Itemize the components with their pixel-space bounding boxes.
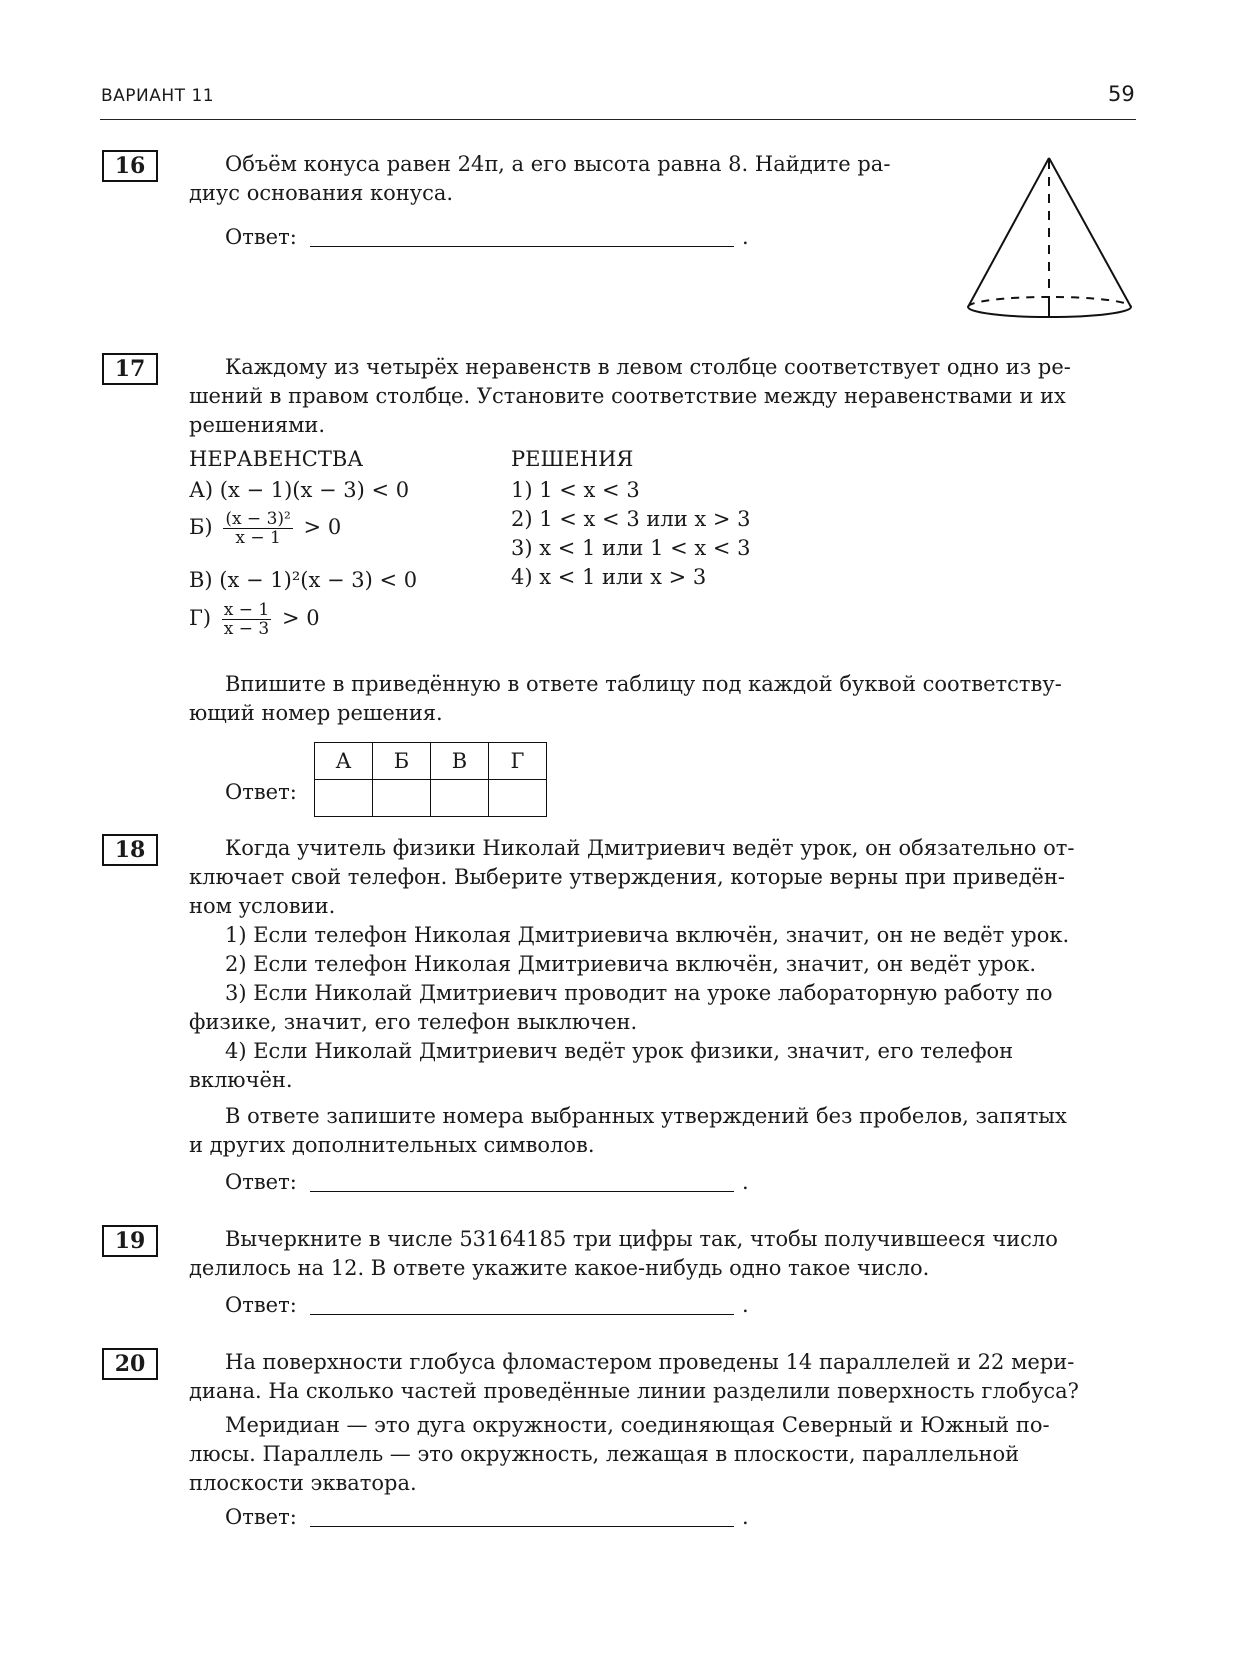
answer-label-19: Ответ: <box>225 1293 297 1317</box>
task16-line2: диус основания конуса. <box>189 181 454 205</box>
task19-line1: Вычеркните в числе 53164185 три цифры так, чтобы получившееся число <box>225 1227 1058 1251</box>
task18-line3: ном условии. <box>189 894 336 918</box>
task-number-19: 19 <box>102 1225 158 1257</box>
answer-label-17: Ответ: <box>225 780 297 804</box>
inequality-a: А) (x − 1)(x − 3) < 0 <box>189 478 410 502</box>
answer-table-input-row <box>315 780 547 817</box>
inequality-b-denominator: x − 1 <box>235 528 281 548</box>
solutions-title: РЕШЕНИЯ <box>511 447 634 471</box>
task-number-20: 20 <box>102 1348 158 1380</box>
task20-line5: плоскости экватора. <box>189 1471 417 1495</box>
solution-4: 4) x < 1 или x > 3 <box>511 565 707 589</box>
answer-label-18: Ответ: <box>225 1170 297 1194</box>
task19-line2: делилось на 12. В ответе укажите какое-нибудь одно такое число. <box>189 1256 930 1280</box>
task17-instr1: Впишите в приведённую в ответе таблицу под каждой буквой соответству- <box>225 672 1062 696</box>
answer-cell-g[interactable] <box>489 780 547 817</box>
task18-instr2: и других дополнительных символов. <box>189 1133 595 1157</box>
statement-1: 1) Если телефон Николая Дмитриевича включён, значит, он не ведёт урок. <box>225 923 1070 947</box>
variant-header: ВАРИАНТ 11 <box>101 86 215 106</box>
statement-2: 2) Если телефон Николая Дмитриевича включён, значит, он ведёт урок. <box>225 952 1037 976</box>
answer-table-header: Г <box>489 743 547 780</box>
inequality-g-numerator: x − 1 <box>223 600 270 620</box>
inequality-g <box>189 601 320 638</box>
task18-line1: Когда учитель физики Николай Дмитриевич ведёт урок, он обязательно от- <box>225 836 1075 860</box>
task-number-17: 17 <box>102 353 158 385</box>
solution-1: 1) 1 < x < 3 <box>511 478 640 502</box>
answer-dot-18: . <box>742 1170 749 1194</box>
task20-line4: люсы. Параллель — это окружность, лежащая в плоскости, параллельной <box>189 1442 1020 1466</box>
task-number-16: 16 <box>102 150 158 182</box>
statement-3a: 3) Если Николай Дмитриевич проводит на уроке лабораторную работу по <box>225 981 1053 1005</box>
header-rule <box>100 119 1136 120</box>
task17-line2: шений в правом столбце. Установите соответствие между неравенствами и их <box>189 384 1066 408</box>
solution-3: 3) x < 1 или 1 < x < 3 <box>511 536 751 560</box>
answer-line-19[interactable] <box>310 1314 734 1315</box>
inequality-g-rhs: > 0 <box>281 606 320 630</box>
page-number: 59 <box>1108 82 1135 106</box>
inequality-g-fraction <box>222 601 271 638</box>
answer-table-header: Б <box>373 743 431 780</box>
task17-line3: решениями. <box>189 413 326 437</box>
answer-cell-v[interactable] <box>431 780 489 817</box>
task20-line1: На поверхности глобуса фломастером проведены 14 параллелей и 22 мери- <box>225 1350 1075 1374</box>
cone-figure <box>960 150 1140 325</box>
inequality-b <box>189 510 341 547</box>
task16-line1: Объём конуса равен 24π, а его высота равна 8. Найдите ра- <box>225 152 891 176</box>
inequality-b-fraction <box>223 510 293 547</box>
answer-dot-16: . <box>742 225 749 249</box>
task18-line2: ключает свой телефон. Выберите утверждения, которые верны при приведён- <box>189 865 1065 889</box>
answer-label-16: Ответ: <box>225 225 297 249</box>
inequality-b-label: Б) <box>189 515 213 539</box>
statement-4b: включён. <box>189 1068 293 1092</box>
task20-line2: диана. На сколько частей проведённые линии разделили поверхность глобуса? <box>189 1379 1079 1403</box>
statement-3b: физике, значит, его телефон выключен. <box>189 1010 638 1034</box>
inequality-g-label: Г) <box>189 606 212 630</box>
solution-2: 2) 1 < x < 3 или x > 3 <box>511 507 751 531</box>
task17-line1: Каждому из четырёх неравенств в левом столбце соответствует одно из ре- <box>225 355 1071 379</box>
task18-instr1: В ответе запишите номера выбранных утверждений без пробелов, запятых <box>225 1104 1067 1128</box>
answer-line-18[interactable] <box>310 1191 734 1192</box>
inequality-b-rhs: > 0 <box>303 515 342 539</box>
answer-dot-19: . <box>742 1293 749 1317</box>
inequality-b-numerator: (x − 3)² <box>225 509 291 529</box>
answer-label-20: Ответ: <box>225 1505 297 1529</box>
inequality-g-denominator: x − 3 <box>223 619 270 639</box>
answer-table-header-row <box>315 743 547 780</box>
answer-table-17 <box>314 742 547 817</box>
answer-cell-a[interactable] <box>315 780 373 817</box>
task17-instr2: ющий номер решения. <box>189 701 443 725</box>
answer-dot-20: . <box>742 1505 749 1529</box>
answer-cell-b[interactable] <box>373 780 431 817</box>
inequalities-title: НЕРАВЕНСТВА <box>189 447 364 471</box>
answer-line-16[interactable] <box>310 246 734 247</box>
answer-table-header: А <box>315 743 373 780</box>
inequality-v: В) (x − 1)²(x − 3) < 0 <box>189 568 418 592</box>
statement-4a: 4) Если Николай Дмитриевич ведёт урок физики, значит, его телефон <box>225 1039 1014 1063</box>
answer-table-header: В <box>431 743 489 780</box>
answer-line-20[interactable] <box>310 1526 734 1527</box>
task20-line3: Меридиан — это дуга окружности, соединяющая Северный и Южный по- <box>225 1413 1050 1437</box>
task-number-18: 18 <box>102 834 158 866</box>
